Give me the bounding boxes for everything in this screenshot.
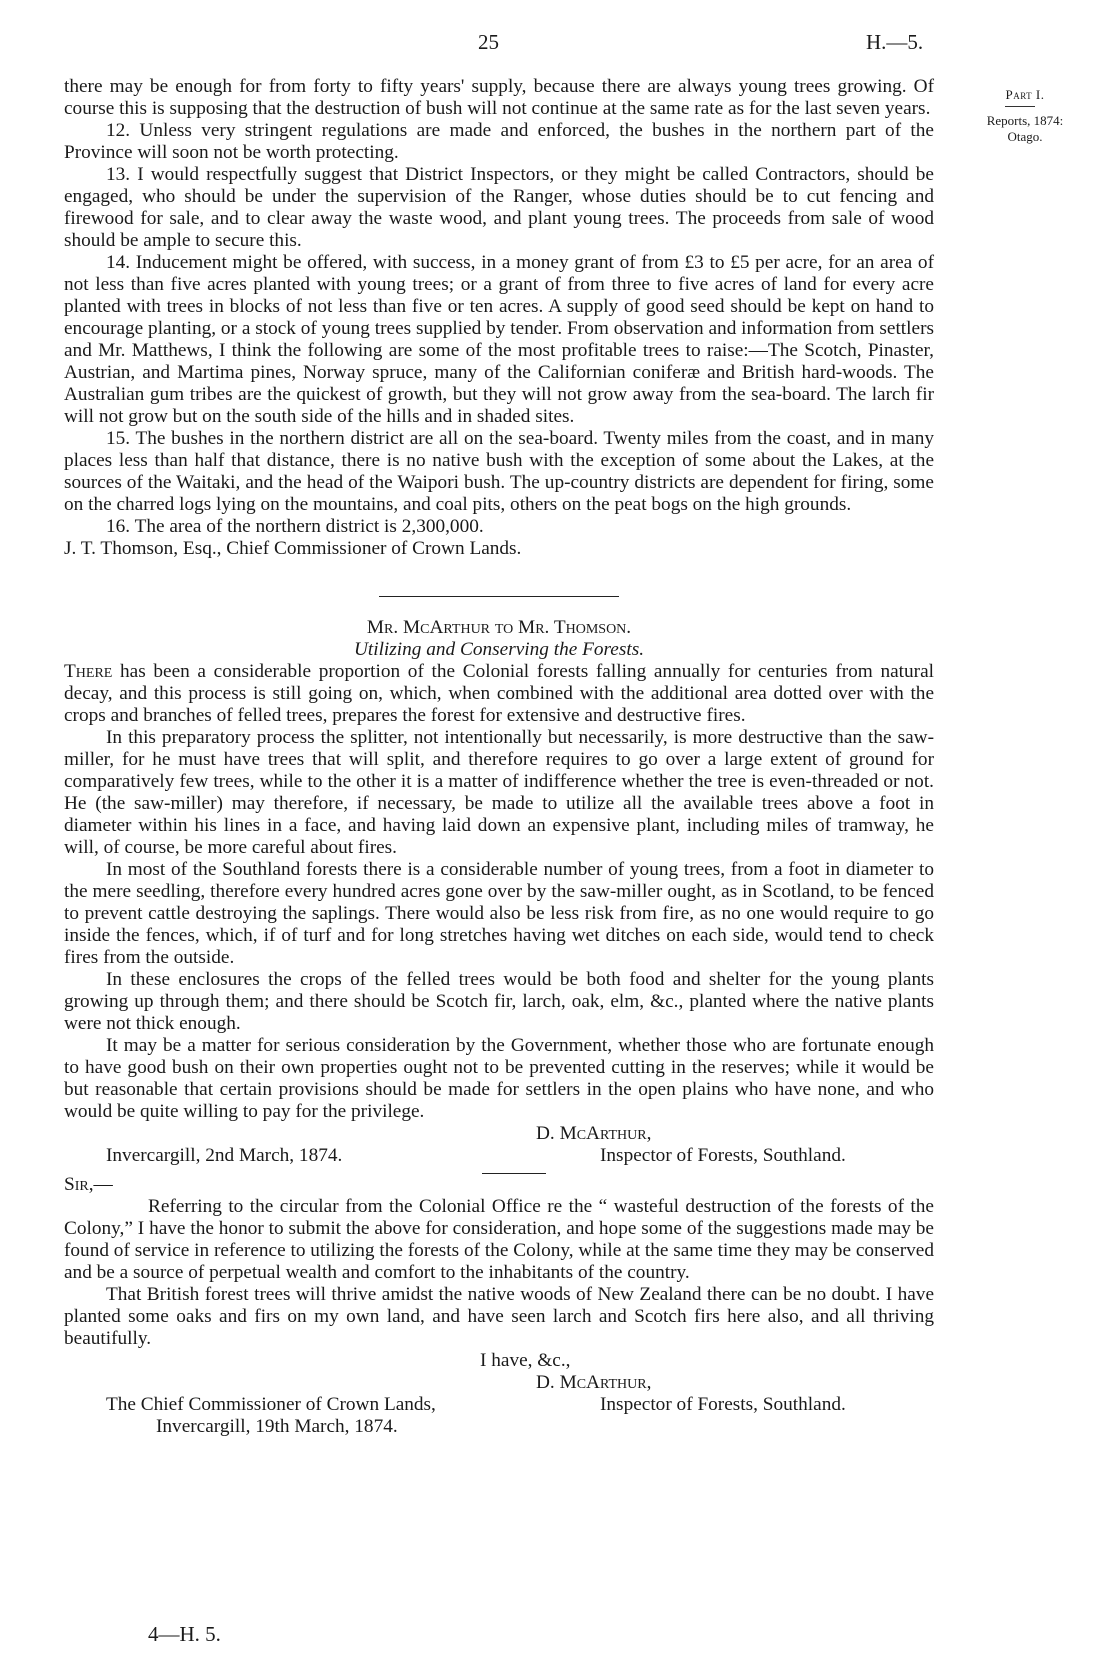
paragraph-13: 13. I would respectfully suggest that District Inspectors, or they might be called Contractors, should be engaged, who should be under the supervision of the Ranger, whose duties should be to cut fencing and firewood for sale, and to clear away the waste wood, and plant young trees. The proceeds from sale of wood should be ample to secure this.	[64, 164, 934, 251]
paragraph-12: 12. Unless very stringent regulations are made and enforced, the bushes in the northern part of the Province will soon not be worth protecting.	[64, 120, 934, 163]
footer-code: 4—H. 5.	[148, 1622, 221, 1646]
letter-signature: D. McArthur,	[536, 1123, 652, 1144]
letter-paragraph-2: In this preparatory process the splitter, not intentionally but necessarily, is more destructive than the saw-miller, for he must have trees that will split, and therefore requires to go over a large extent of ground for comparatively few trees, while to the other it is a matter of indifference whether the tree is even-threaded or not. He (the saw-miller) may therefore, if necessary, be made to utilize all the available trees above a foot in diameter within his lines in a face, and having laid down an expensive plant, including miles of tramway, he will, of course, be more careful about fires.	[64, 727, 934, 858]
letter-paragraph-3: In most of the Southland forests there is a considerable number of young trees, from a foot in diameter to the mere seedling, therefore every hundred acres gone over by the saw-miller ought, as in Scotland, to be fenced to prevent cattle destroying the saplings. There would also be less risk from fire, as no one would require to go inside the fences, which, if of turf and for long stretches having wet ditches on each side, would tend to check fires from the outside.	[64, 859, 934, 968]
letter-place-date: Invercargill, 2nd March, 1874.	[106, 1145, 343, 1166]
paragraph-16: 16. The area of the northern district is 2,300,000.	[106, 516, 484, 537]
paragraph-11-continued: there may be enough for from forty to fifty years' supply, because there are always young trees growing. Of course this is supposing that the destruction of bush will not continue at the same rate as for the last seven years.	[64, 76, 934, 119]
margin-reports: Reports, 1874:	[986, 113, 1064, 128]
cover-signatory-title: Inspector of Forests, Southland.	[600, 1394, 846, 1415]
letter-heading: Mr. McArthur to Mr. Thomson.	[366, 617, 632, 638]
cover-signature: D. McArthur,	[536, 1372, 652, 1393]
cover-paragraph-2: That British forest trees will thrive amidst the native woods of New Zealand there can be no doubt. I have planted some oaks and firs on my own land, and have seen larch and Scotch firs here also, and all thriving beautifully.	[64, 1284, 934, 1349]
letter-subheading: Utilizing and Conserving the Forests.	[353, 639, 645, 660]
cover-place-date: Invercargill, 19th March, 1874.	[156, 1416, 398, 1437]
letter-paragraph-5: It may be a matter for serious consideration by the Government, whether those who are fortunate enough to have good bush on their own properties ought not to be prevented cutting in the reserves; while it would be but reasonable that certain provisions should be made for settlers in the open plains who have none, and who would be quite willing to pay for the privilege.	[64, 1035, 934, 1122]
recipient: The Chief Commissioner of Crown Lands,	[106, 1394, 436, 1415]
letter-sign-row	[64, 1145, 934, 1167]
letter-signatory-title: Inspector of Forests, Southland.	[600, 1145, 846, 1166]
margin-part: Part I.	[1005, 87, 1045, 102]
document-code: H.—5.	[866, 30, 924, 54]
page-body	[64, 76, 934, 1438]
paragraph-15: 15. The bushes in the northern district are all on the sea-board. Twenty miles from the coast, and in many places less than half that distance, there is no native bush with the exception of some about the Lakes, at the sources of the Waitaki, and the head of the Waipori bush. The up-country districts are dependent for firing, some on the charred logs lying on the mountains, and coal pits, others on the peat bogs on the high grounds.	[64, 428, 934, 515]
cover-sign-row	[64, 1394, 934, 1416]
cover-paragraph-1: Referring to the circular from the Colonial Office re the “ wasteful destruction of the forests of the Colony,” I have the honor to submit the above for consideration, and hope some of the suggestions made may be found of service in reference to utilizing the forests of the Colony, while at the same time they may be conserved and be a source of perpetual wealth and comfort to the inhabitants of the country.	[64, 1196, 934, 1283]
letter-paragraph-1	[64, 661, 934, 727]
section-divider	[379, 596, 619, 597]
letter-paragraph-4: In these enclosures the crops of the felled trees would be both food and shelter for the young plants growing up through them; and there should be Scotch fir, larch, oak, elm, &c., planted where the native plants were not thick enough.	[64, 969, 934, 1034]
letter-paragraph-1-text: has been a considerable proportion of the Colonial forests falling annually for centuries from natural decay, and this process is still going on, which, when combined with the additional area dotted over with the crops and branches of felled trees, prepares the forest for extensive and destructive fires.	[64, 661, 934, 726]
margin-divider	[1005, 106, 1035, 107]
paragraph-14: 14. Inducement might be offered, with success, in a money grant of from £3 to £5 per acre, for an area of not less than five acres planted with young trees; or a grant of from three to five acres of land for every acre planted with trees in blocks of not less than five or ten acres. A supply of good seed should be kept on hand to encourage planting, or a stock of young trees supplied by tender. From observation and information from settlers and Mr. Matthews, I think the following are some of the most profitable trees to raise:—The Scotch, Pinaster, Austrian, and Martima pines, Norway spruce, many of the Californian coniferæ and British hard-woods. The Australian gum tribes are the quickest of growth, but they will not grow away from the sea-board. The larch fir will not grow but on the south side of the hills and in shaded sites.	[64, 252, 934, 427]
report-addressee: J. T. Thomson, Esq., Chief Commissioner of Crown Lands.	[64, 538, 522, 559]
page-number: 25	[478, 30, 499, 54]
salutation: Sir,—	[64, 1174, 113, 1195]
closing: I have, &c.,	[480, 1350, 571, 1371]
lead-word: There	[64, 661, 113, 682]
margin-otago: Otago.	[1007, 129, 1043, 144]
